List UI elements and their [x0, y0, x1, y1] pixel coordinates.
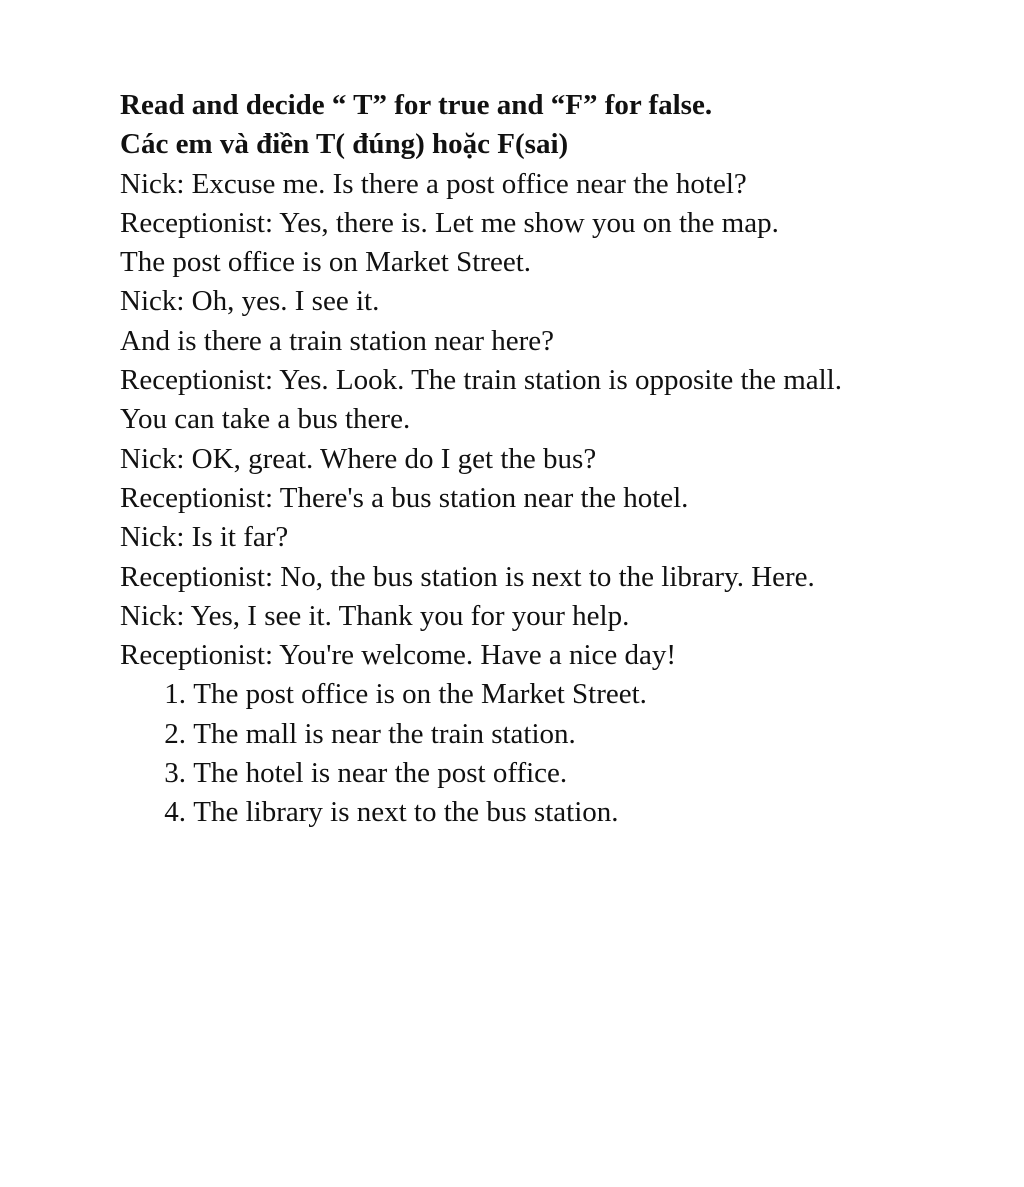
question-number: 2.: [164, 717, 186, 750]
question-number: 1.: [164, 678, 186, 711]
dialogue-line: You can take a bus there.: [120, 403, 411, 436]
question-item: [120, 754, 1000, 793]
dialogue-line: Receptionist: There's a bus station near the hotel.: [120, 481, 689, 514]
question-text: The post office is on the Market Street.: [193, 678, 647, 711]
dialogue: [120, 165, 1000, 676]
question-number: 3.: [164, 757, 186, 790]
dialogue-line: Receptionist: Yes, there is. Let me show you on the map.: [120, 206, 779, 239]
question-text: The mall is near the train station.: [193, 717, 576, 750]
dialogue-line: Receptionist: No, the bus station is next to the library. Here.: [120, 560, 815, 593]
dialogue-line: Receptionist: Yes. Look. The train station is opposite the mall.: [120, 364, 842, 397]
question-item: [120, 715, 1000, 754]
dialogue-line: Nick: Is it far?: [120, 521, 289, 554]
question-number: 4.: [164, 796, 186, 829]
dialogue-line: Nick: OK, great. Where do I get the bus?: [120, 442, 597, 475]
dialogue-line: Nick: Excuse me. Is there a post office near the hotel?: [120, 167, 747, 200]
question-list: [120, 675, 1000, 832]
question-text: The hotel is near the post office.: [193, 757, 568, 790]
dialogue-line: Nick: Yes, I see it. Thank you for your help.: [120, 599, 630, 632]
worksheet: [120, 86, 1000, 833]
dialogue-line: Receptionist: You're welcome. Have a nice day!: [120, 639, 677, 672]
instruction-heading-english: Read and decide “ T” for true and “F” for false.: [120, 89, 713, 121]
question-text: The library is next to the bus station.: [193, 796, 619, 829]
instruction-heading-vietnamese: Các em và điền T( đúng) hoặc F(sai): [120, 128, 569, 161]
dialogue-line: Nick: Oh, yes. I see it.: [120, 285, 380, 318]
question-item: [120, 793, 1000, 832]
question-item: [120, 675, 1000, 714]
dialogue-line: And is there a train station near here?: [120, 324, 555, 357]
dialogue-line: The post office is on Market Street.: [120, 246, 531, 279]
